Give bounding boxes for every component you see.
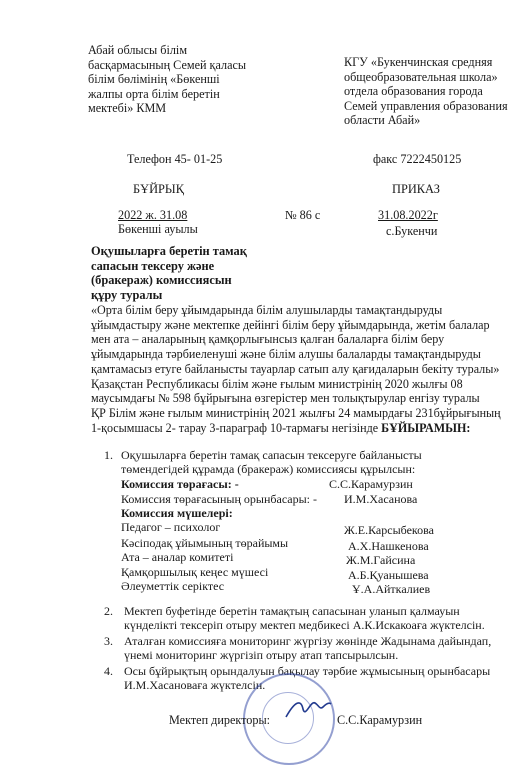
member-name: А.Б.Қуанышева	[348, 568, 429, 582]
member-name: А.Х.Нашкенова	[348, 539, 429, 553]
handwritten-signature	[283, 695, 333, 723]
preamble-line: маусымдағы № 598 бұйрығына өзгерістер мен толықтырулар енгізу туралы	[91, 391, 480, 406]
director-role: Мектеп директоры:	[169, 713, 271, 727]
title-line: құру туралы	[91, 287, 163, 302]
member-name: Ж.М.Гайсина	[346, 553, 416, 567]
preamble-line: ұйымдастыру және мектепке дейінгі білім беру ұйымдарында, жетім балалар	[91, 317, 490, 332]
organization-name-ru	[344, 55, 508, 128]
org-ru-line: КГУ «Букенчинская средняя	[344, 55, 493, 69]
title-line: сапасын тексеру және	[91, 258, 215, 273]
village-kz: Бөкенші ауылы	[118, 222, 198, 236]
org-kz-line: Абай облысы білім	[88, 43, 188, 57]
item-number: 1.	[104, 448, 113, 462]
item-text	[124, 604, 485, 633]
org-ru-line: отдела образования города	[344, 84, 483, 99]
order-date-kz: 2022 ж. 31.08	[118, 208, 188, 222]
fax-number: факс 7222450125	[373, 152, 462, 166]
village-ru: с.Букенчи	[386, 224, 438, 238]
chair-role: Комиссия төрағасы: -	[121, 477, 239, 491]
preamble-line-text: 1-қосымшасы 2- тарау 3-параграф 10-тармағы негізінде	[91, 420, 379, 435]
member-name: Ж.Е.Карсыбекова	[344, 523, 434, 537]
member-role: Әлеуметтік серіктес	[121, 579, 225, 593]
member-role: Педагог – психолог	[121, 520, 221, 534]
title-line: Оқушыларға беретін тамақ	[91, 244, 247, 258]
item-number: 2.	[104, 604, 113, 618]
item-text	[124, 634, 491, 663]
member-role: Ата – аналар комитеті	[121, 550, 234, 564]
preamble-line: Қазақстан Республикасы білім және ғылым министрінің 2020 жылғы 08	[91, 376, 463, 391]
preamble-line: «Орта білім беру ұйымдарында білім алушыларды тамақтандыруды	[91, 303, 443, 317]
org-kz-line: басқармасының Семей қаласы	[88, 57, 247, 72]
item-line: Аталған комиссияға мониторинг жүргізу жөнінде Жадынама дайындап,	[124, 634, 492, 648]
org-kz-line: жалпы орта білім беретін	[88, 86, 220, 101]
item-line: Оқушыларға беретін тамақ сапасын тексеруге байланысты	[121, 448, 422, 462]
member-role: Кәсіподақ ұйымының төрайымы	[121, 536, 289, 550]
order-heading-ru: ПРИКАЗ	[392, 182, 440, 196]
org-kz-line: білім бөлімінің «Бөкеншi	[88, 72, 220, 87]
member-role: Қамқоршылық кеңес мүшесі	[121, 565, 269, 579]
member-name: Ұ.А.Айткалиев	[352, 582, 431, 596]
org-ru-line: общеобразовательная школа»	[344, 69, 498, 84]
preamble-line: мен ата – аналарының қамқорлығынсыз қалған балаларға білім беру	[91, 332, 445, 347]
order-heading-kz: БҰЙРЫҚ	[133, 182, 184, 196]
preamble-line: ұйымдарында тәрбиеленуші және білім алушы балаларды тамақтандыруды	[91, 347, 481, 362]
org-kz-line: мектебі» КММ	[88, 101, 167, 116]
item-number: 4.	[104, 664, 113, 678]
item-line: И.М.Хасановаға жүктелсін.	[124, 678, 266, 693]
director-name: С.С.Карамурзин	[337, 713, 423, 727]
item-text	[121, 448, 422, 477]
organization-name-kz	[88, 43, 246, 116]
item-line: күнделікті тексеріп отыру мектеп медбикесі А.К.Искакоаға жүктелсін.	[124, 618, 485, 633]
title-line: (бракераж) комиссиясын	[91, 273, 232, 288]
preamble-paragraph	[91, 303, 501, 435]
preamble-line	[91, 421, 501, 436]
item-line: үнемі мониторинг жүргізіп отыру атап тапсырылсын.	[124, 648, 399, 663]
vice-chair-role: Комиссия төрағасының орынбасары: -	[121, 492, 318, 506]
item-line: Мектеп буфетінде беретін тамақтың сапасынан уланып қалмауын	[124, 604, 460, 618]
vice-chair-name: И.М.Хасанова	[344, 492, 418, 506]
chair-name: С.С.Карамурзин	[329, 477, 413, 491]
order-date-ru: 31.08.2022г	[378, 208, 438, 222]
item-number: 3.	[104, 634, 113, 648]
preamble-line: ҚР Білім және ғылым министрінің 2021 жылғы 24 мамырдағы 231бұйрығының	[91, 405, 501, 420]
order-title	[91, 244, 247, 302]
phone-number: Телефон 45- 01-25	[127, 152, 223, 166]
order-number: № 86 с	[285, 208, 321, 222]
item-line: төмендегідей құрамда (бракераж) комиссиясы құрылсын:	[121, 462, 416, 477]
preamble-line: қамтамасыз етуге байланысты тауарлар сатып алу қағидаларын бекіту туралы»	[91, 361, 500, 376]
org-ru-line: Семей управления образования	[344, 98, 508, 113]
order-word: БҰЙЫРАМЫН:	[381, 420, 471, 435]
org-ru-line: области Абай»	[344, 113, 421, 128]
members-heading: Комиссия мүшелері:	[121, 506, 233, 520]
item-line: Осы бұйрықтың орындалуын бақылау тәрбие жұмысының орынбасары	[124, 664, 491, 678]
